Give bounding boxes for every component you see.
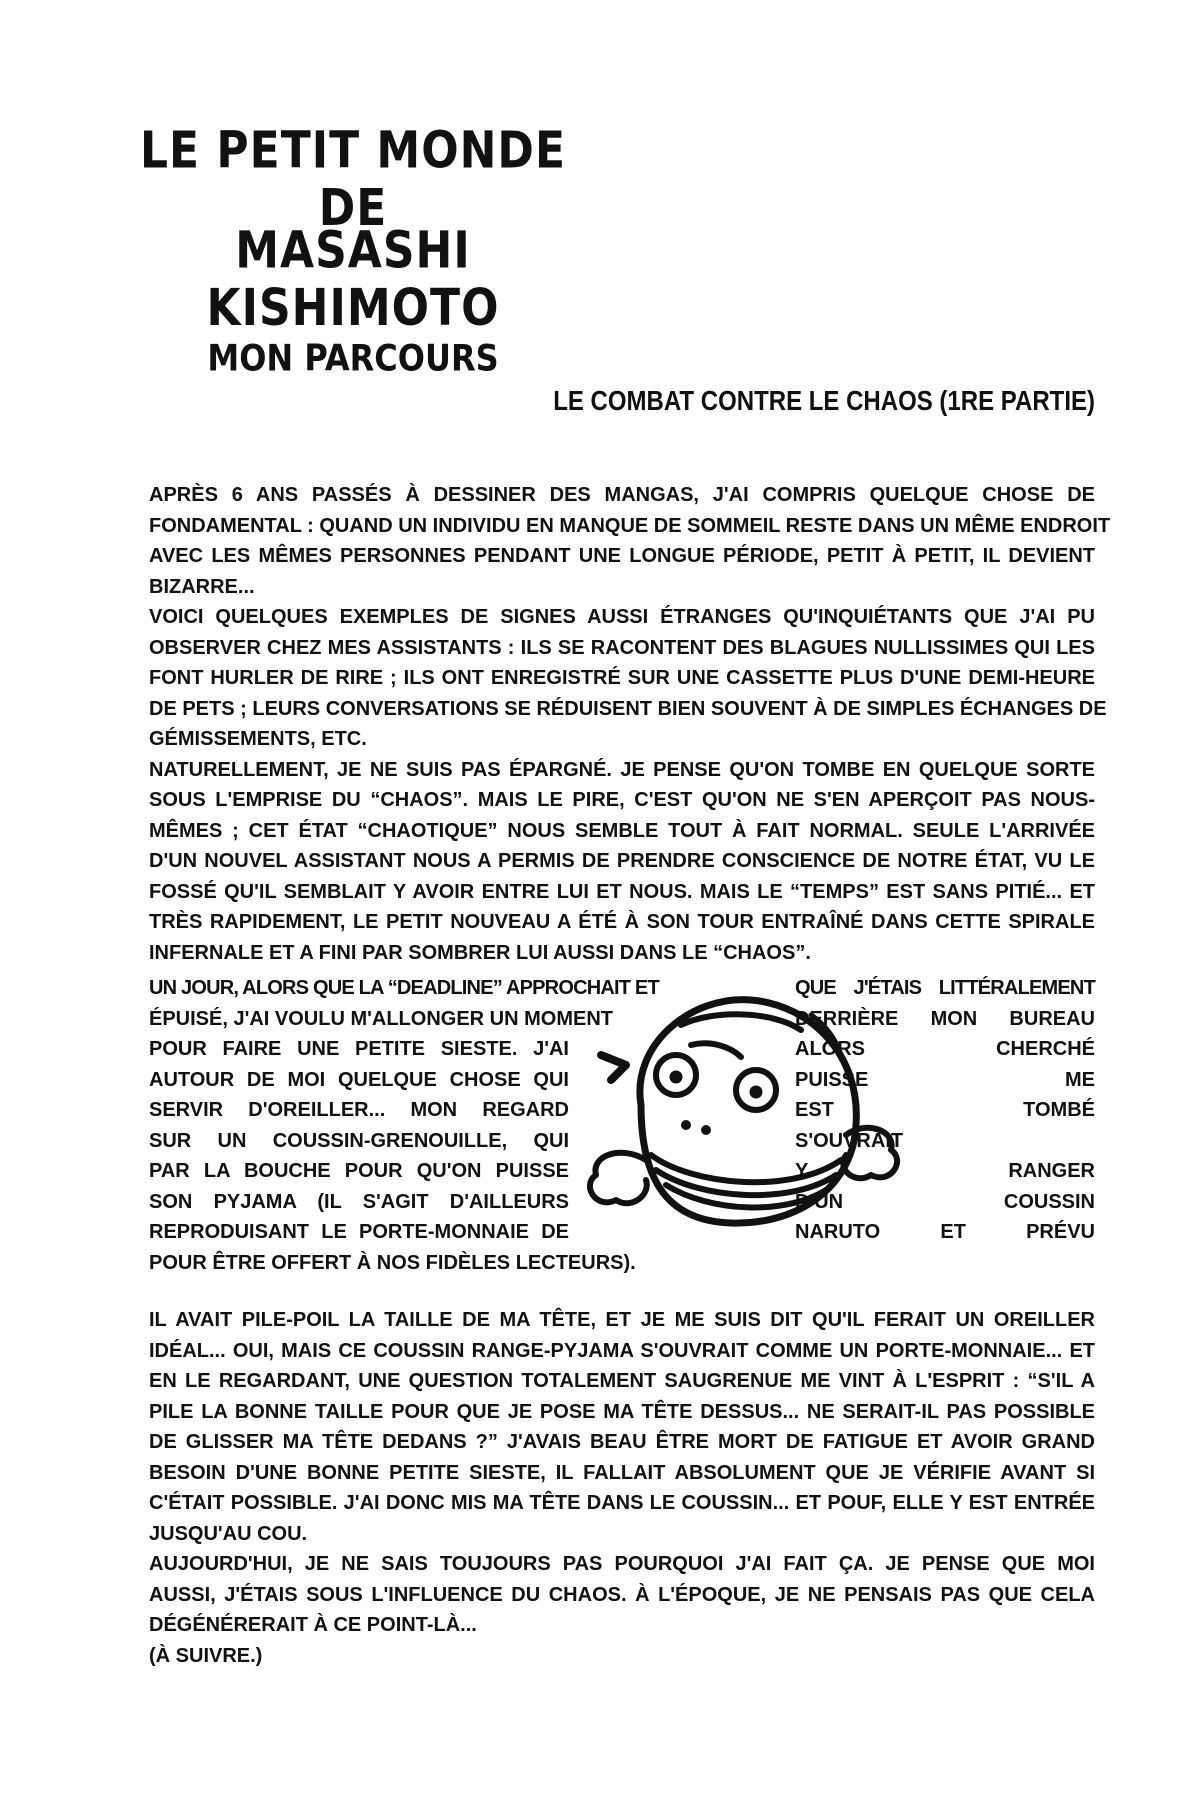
text-line: FONDAMENTAL : QUAND UN INDIVIDU EN MANQUE DE SOMMEIL RESTE DANS UN MÊME ENDROIT <box>149 514 1111 537</box>
page-title <box>128 121 578 380</box>
text-left-fragment: PAR LA BOUCHE POUR QU'ON PUISSE <box>149 1160 569 1182</box>
text-left-fragment: SUR UN COUSSIN-GRENOUILLE, QUI <box>149 1129 569 1152</box>
section-heading: LE COMBAT CONTRE LE CHAOS (1RE PARTIE) <box>553 386 1095 418</box>
text-left-fragment: POUR FAIRE UNE PETITE SIESTE. J'AI <box>149 1038 569 1060</box>
text-line: INFERNALE ET A FINI PAR SOMBRER LUI AUSSI DANS LE “CHAOS”. <box>149 941 811 964</box>
text-line: AUSSI, J'ÉTAIS SOUS L'INFLUENCE DU CHAOS. À L'ÉPOQUE, JE NE PENSAIS PAS QUE CELA <box>149 1583 1095 1606</box>
text-line: D'UN NOUVEL ASSISTANT NOUS A PERMIS DE PRENDRE CONSCIENCE DE NOTRE ÉTAT, VU LE <box>149 850 1095 872</box>
text-right-fragment: S'OUVRAIT <box>795 1129 904 1152</box>
text-left-fragment: REPRODUISANT LE PORTE-MONNAIE DE <box>149 1221 569 1243</box>
text-left-fragment: AUTOUR DE MOI QUELQUE CHOSE QUI <box>149 1068 569 1091</box>
text-line: TRÈS RAPIDEMENT, LE PETIT NOUVEAU A ÉTÉ À SON TOUR ENTRAÎNÉ DANS CETTE SPIRALE <box>149 911 1095 933</box>
text-left-fragment: SON PYJAMA (IL S'AGIT D'AILLEURS <box>149 1190 569 1213</box>
frog-cushion-illustration <box>571 985 906 1235</box>
text-right-fragment: EST TOMBÉ <box>795 1099 1095 1121</box>
text-line: GÉMISSEMENTS, ETC. <box>149 728 367 750</box>
text-right-fragment: NARUTO ET PRÉVU <box>795 1221 1095 1243</box>
body-text-bottom <box>149 1305 1095 1671</box>
text-line: MÊMES ; CET ÉTAT “CHAOTIQUE” NOUS SEMBLE TOUT À FAIT NORMAL. SEULE L'ARRIVÉE <box>149 819 1095 842</box>
body-text-top <box>149 480 1111 968</box>
text-left-fragment: POUR ÊTRE OFFERT À NOS FIDÈLES LECTEURS). <box>149 1251 636 1274</box>
text-left-fragment: ÉPUISÉ, J'AI VOULU M'ALLONGER UN MOMENT <box>149 1007 613 1030</box>
text-line: DÉGÉNÉRERAIT À CE POINT-LÀ... <box>149 1614 477 1636</box>
text-line: SOUS L'EMPRISE DU “CHAOS”. MAIS LE PIRE, C'EST QU'ON NE S'EN APERÇOIT PAS NOUS- <box>149 789 1095 811</box>
text-line: NATURELLEMENT, JE NE SUIS PAS ÉPARGNÉ. JE PENSE QU'ON TOMBE EN QUELQUE SORTE <box>149 758 1095 781</box>
text-right-fragment: Y RANGER <box>795 1160 1095 1182</box>
text-right-fragment: PUISSE ME <box>795 1068 1095 1091</box>
text-left-fragment: SERVIR D'OREILLER... MON REGARD <box>149 1099 569 1121</box>
text-line: BESOIN D'UNE BONNE PETITE SIESTE, IL FALLAIT ABSOLUMENT QUE JE VÉRIFIE AVANT SI <box>149 1461 1095 1484</box>
text-right-fragment <box>795 1248 1095 1279</box>
text-line: EN LE REGARDANT, UNE QUESTION TOTALEMENT SAUGRENUE ME VINT À L'ESPRIT : “S'IL A <box>149 1370 1095 1392</box>
text-row <box>149 1248 1095 1279</box>
subtitle: MON PARCOURS <box>207 336 499 380</box>
text-line: APRÈS 6 ANS PASSÉS À DESSINER DES MANGAS, J'AI COMPRIS QUELQUE CHOSE DE <box>149 484 1095 506</box>
text-line: DE PETS ; LEURS CONVERSATIONS SE RÉDUISENT BIEN SOUVENT À DE SIMPLES ÉCHANGES DE <box>149 697 1107 720</box>
text-line: BIZARRE... <box>149 575 255 598</box>
text-line: OBSERVER CHEZ MES ASSISTANTS : ILS SE RACONTENT DES BLAGUES NULLISSIMES QUI LES <box>149 636 1095 659</box>
text-line: C'ÉTAIT POSSIBLE. J'AI DONC MIS MA TÊTE DANS LE COUSSIN... ET POUF, ELLE Y EST ENTRÉE <box>149 1492 1095 1514</box>
text-line: VOICI QUELQUES EXEMPLES DE SIGNES AUSSI ÉTRANGES QU'INQUIÉTANTS QUE J'AI PU <box>149 606 1095 628</box>
text-line: JUSQU'AU COU. <box>149 1522 308 1545</box>
text-line: AUJOURD'HUI, JE NE SAIS TOUJOURS PAS POURQUOI J'AI FAIT ÇA. JE PENSE QUE MOI <box>149 1553 1095 1575</box>
title-line-2: MASASHI KISHIMOTO <box>206 221 500 338</box>
text-line: (À SUIVRE.) <box>149 1644 263 1667</box>
text-line: AVEC LES MÊMES PERSONNES PENDANT UNE LONGUE PÉRIODE, PETIT À PETIT, IL DEVIENT <box>149 545 1095 567</box>
text-line: FONT HURLER DE RIRE ; ILS ONT ENREGISTRÉ SUR UNE CASSETTE PLUS D'UNE DEMI-HEURE <box>149 667 1095 689</box>
text-line: DE GLISSER MA TÊTE DEDANS ?” J'AVAIS BEAU ÊTRE MORT DE FATIGUE ET AVOIR GRAND <box>149 1431 1095 1453</box>
text-left-fragment: UN JOUR, ALORS QUE LA “DEADLINE” APPROCHAIT ET <box>149 977 659 999</box>
title-line-1: LE PETIT MONDE DE <box>139 121 567 238</box>
text-right-fragment: D'UN COUSSIN <box>795 1190 1095 1213</box>
text-line: PILE LA BONNE TAILLE POUR QUE JE POSE MA TÊTE DESSUS... NE SERAIT-IL PAS POSSIBLE <box>149 1400 1095 1423</box>
text-right-fragment: DERRIÈRE MON BUREAU <box>795 1007 1095 1030</box>
text-right-fragment: ALORS CHERCHÉ <box>795 1038 1095 1060</box>
text-line: FOSSÉ QU'IL SEMBLAIT Y AVOIR ENTRE LUI ET NOUS. MAIS LE “TEMPS” EST SANS PITIÉ... ET <box>149 880 1095 903</box>
text-line: IDÉAL... OUI, MAIS CE COUSSIN RANGE-PYJAMA S'OUVRAIT COMME UN PORTE-MONNAIE... ET <box>149 1339 1095 1362</box>
text-right-fragment: QUE J'ÉTAIS LITTÉRALEMENT <box>795 977 1095 999</box>
text-line: IL AVAIT PILE-POIL LA TAILLE DE MA TÊTE, ET JE ME SUIS DIT QU'IL FERAIT UN OREILLER <box>149 1309 1095 1331</box>
